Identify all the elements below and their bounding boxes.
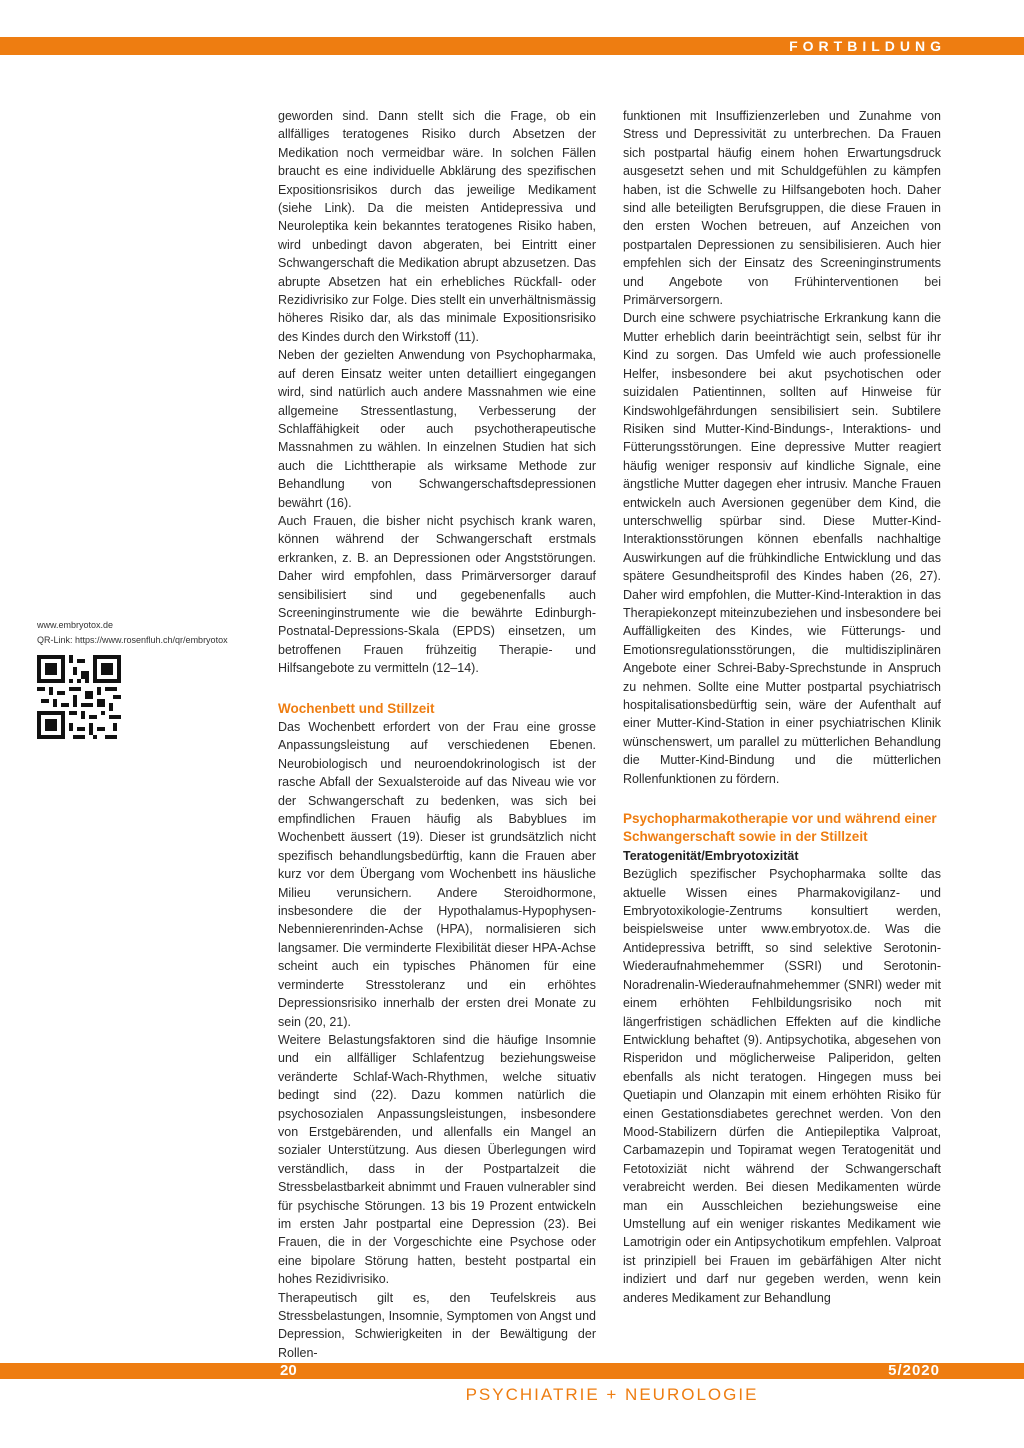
footer-bar <box>0 1363 1024 1379</box>
paragraph: Neben der gezielten Anwendung von Psychopharmaka, auf deren Einsatz weiter unten detailliert eingegangen wird, sind natürlich auch andere Massnahmen wie eine allgemeine Stressentlastung, Verbesserung der Schlaffähigkeit oder auch psychotherapeutische Massnahmen zu wählen. In einzelnen Studien hat sich auch die Lichttherapie als wirksame Methode zur Behandlung von Schwangerschaftsdepressionen bewährt (16). <box>278 348 596 510</box>
sidebar <box>37 618 267 648</box>
paragraph: Weitere Belastungsfaktoren sind die häufige Insomnie und ein allfälliger Schlafentzug beziehungsweise veränderte Schlaf-Wach-Rhythmen, welche situativ bedingt sind (22). Dazu kommen natürlich die psychosozialen Anpassungsleistungen, insbesondere von Erstgebärenden, und allenfalls ein Mangel an sozialer Unterstützung. Aus diesen Überlegungen wird verständlich, dass in der Postpartalzeit die Stressbelastbarkeit abnimmt und Frauen vulnerabler sind für psychische Störungen. 13 bis 19 Prozent entwickeln im ersten Jahr postpartal eine Depression (23). Bei Frauen, die in der Vorgeschichte eine Psychose oder eine bipolare Störung hatten, besteht postpartal ein hohes Rezidivrisiko. <box>278 1032 596 1287</box>
paragraph: Auch Frauen, die bisher nicht psychisch krank waren, können während der Schwangerschaft erstmals erkranken, z. B. an Depressionen oder Angststörungen. Daher wird empfohlen, dass Primärversorger darauf sensibilisiert sind und gegebenenfalls auch Screeninginstrumente wie die bewährte Edinburgh-Postnatal-Depressions-Skala (EPDS) einsetzen, um betroffenen Frauen frühzeitig Therapie- und Hilfsangebote zu vermitteln (12–14). <box>278 513 596 676</box>
paragraph: funktionen mit Insuffizienzerleben und Zunahme von Stress und Depressivität zu unterbrechen. Da Frauen sich postpartal häufig einem hohen Erwartungsdruck ausgesetzt sehen und mit Schuldgefühlen zu kämpfen haben, ist die Schwelle zu Hilfsangeboten hoch. Daher sind alle beteiligten Berufsgruppen, die diese Frauen in den ersten Wochen betreuen, auf Anzeichen von postpartalen Depressionen zu sensibilisieren. Auch hier empfehlen sich der Einsatz des Screeninginstruments und Angebote von Frühinterventionen bei Primärversorgern. <box>623 109 941 308</box>
journal-title: PSYCHIATRIE + NEUROLOGIE <box>465 1385 759 1404</box>
section-heading-psychopharmakotherapie: Psychopharmakotherapie vor und während einer Schwangerschaft sowie in der Stillzeit <box>623 811 937 845</box>
paragraph: Durch eine schwere psychiatrische Erkrankung kann die Mutter erheblich darin beeinträchtigt sein, selbst für ihr Kind zu sorgen. Das Umfeld wie auch professionelle Helfer, insbesondere bei akut psychotischen oder suizidalen Patientinnen, sollten auf Hinweise für Kindswohlgefährdungen sensibilisiert sein. Subtilere Risiken sind Mutter-Kind-Bindungs-, Interaktions- und Fütterungsstörungen. Eine depressive Mutter reagiert häufig weniger responsiv auf kindliche Signale, eine ängstliche Mutter dagegen eher intrusiv. Manche Frauen entwickeln auch Aversionen gegenüber dem Kind, die unterschwellig spürbar sind. Diese Mutter-Kind-Interaktionsstörungen können ebenfalls nachhaltige Auswirkungen auf die frühkindliche Entwicklung und das spätere Gesundheitsprofil des Kindes haben (26, 27). Daher wird empfohlen, die Mutter-Kind-Interaktion in das Therapiekonzept miteinzubeziehen und insbesondere bei Auffälligkeiten des Kindes, wie Fütterungs- und Emotionsregulationsstörungen, die multidisziplinären Angebote einer Schrei-Baby-Sprechstunde in Anspruch zu nehmen. Sollte eine Mutter postpartal psychiatrisch hospitalisationsbedürftig sein, wäre der Aufenthalt auf einer Mutter-Kind-Station in einer psychiatrischen Klinik wünschenswert, um parallel zu mütterlichen Behandlung die Mutter-Kind-Bindung und die mütterlichen Rollenfunktionen zu fördern. <box>623 311 941 786</box>
sidebar-qr-link[interactable]: QR-Link: https://www.rosenfluh.ch/qr/embryotox <box>37 635 228 645</box>
qr-code-icon[interactable] <box>37 655 121 739</box>
subheading-teratogenitaet: Teratogenität/Embryotoxizität <box>623 848 799 863</box>
section-label: FORTBILDUNG <box>789 38 946 54</box>
paragraph: Therapeutisch gilt es, den Teufelskreis aus Stressbelastungen, Insomnie, Symptomen von Angst und Depression, Schwierigkeiten in der Bewältigung der Rollen- <box>278 1290 596 1360</box>
paragraph: geworden sind. Dann stellt sich die Frage, ob ein allfälliges teratogenes Risiko durch Absetzen der Medikation noch vermeidbar wäre. In solchen Fällen braucht es eine individuelle Abklärung des spezifischen Expositionsrisikos durch das jeweilige Medikament (siehe Link). Da die meisten Antidepressiva und Neuroleptika kein bekanntes teratogenes Risiko haben, wird unbedingt davon abgeraten, bei Eintritt einer Schwangerschaft die Medikation abrupt abzusetzen. Das abrupte Absetzen hat ein erhebliches Rückfall- oder Rezidivrisiko zur Folge. Dies stellt ein unverhältnismässig höheres Risiko dar, als das minimale Expositionsrisiko des Kindes durch den Wirkstoff (11). <box>278 109 596 344</box>
paragraph: Bezüglich spezifischer Psychopharmaka sollte das aktuelle Wissen eines Pharmakovigilanz- und Embryotoxikologie-Zentrums konsultiert werden, beispielsweise unter www.embryotox.de. Was die Antidepressiva betrifft, so sind selektive Serotonin-Wiederaufnahmehemmer (SSRI) und Serotonin-Noradrenalin-Wiederaufnahmehemmer (SNRI) weder mit einem erhöhten Fehlbildungsrisiko noch mit längerfristigen schädlichen Effekten auf die kindliche Entwicklung behaftet (9). Antipsychotika, abgesehen von Risperidon und möglicherweise Paliperidon, gelten ebenfalls als nicht teratogen. Hingegen muss bei Quetiapin und Olanzapin mit einem erhöhten Risiko für einen Gestationsdiabetes gerechnet werden. Von den Mood-Stabilizern dürfen die Antiepileptika Valproat, Carbamazepin und Topiramat wegen Teratogenität und Fetotoxiziät nicht während der Schwangerschaft verabreicht werden. Bei diesen Medikamenten würde man ein Ausschleichen beziehungsweise eine Umstellung auf ein weniger riskantes Medikament wie Lamotrigin oder ein Antipsychotikum empfehlen. Valproat ist prinzipiell bei Frauen im gebärfähigen Alter nicht indiziert und darf nur gegeben werden, wenn kein anderes Medikament zur Behandlung <box>623 867 941 1305</box>
sidebar-url[interactable]: www.embryotox.de <box>37 620 114 630</box>
article-column-right <box>623 107 941 1307</box>
issue-label: 5/2020 <box>888 1362 940 1379</box>
article-column-left <box>278 107 596 1362</box>
page-number: 20 <box>280 1362 297 1379</box>
paragraph: Das Wochenbett erfordert von der Frau eine grosse Anpassungsleistung auf verschiedenen Ebenen. Neurobiologisch und neuroendokrinologisch ist der rasche Abfall der Sexualsteroide auf das Niveau wie vor der Schwangerschaft zu bedenken, was sich bei empfindlichen Frauen häufig als Babyblues im Wochenbett äussert (19). Dieser ist grundsätzlich nicht spezifisch behandlungsbedürftig, kann die Frauen aber kurz vor dem Übergang vom Wochenbett ins häusliche Milieu verunsichern. Andere Steroidhormone, insbesondere die der Hypothalamus-Hypophysen-Nebennierenrinden-Achse (HPA), normalisieren sich langsamer. Die verminderte Flexibilität dieser HPA-Achse scheint auch ein typisches Phänomen für eine verminderte Stresstoleranz und ein erhöhtes Depressionsrisiko innerhalb der ersten drei Monate zu sein (20, 21). <box>278 720 596 1029</box>
section-heading-wochenbett: Wochenbett und Stillzeit <box>278 700 435 716</box>
